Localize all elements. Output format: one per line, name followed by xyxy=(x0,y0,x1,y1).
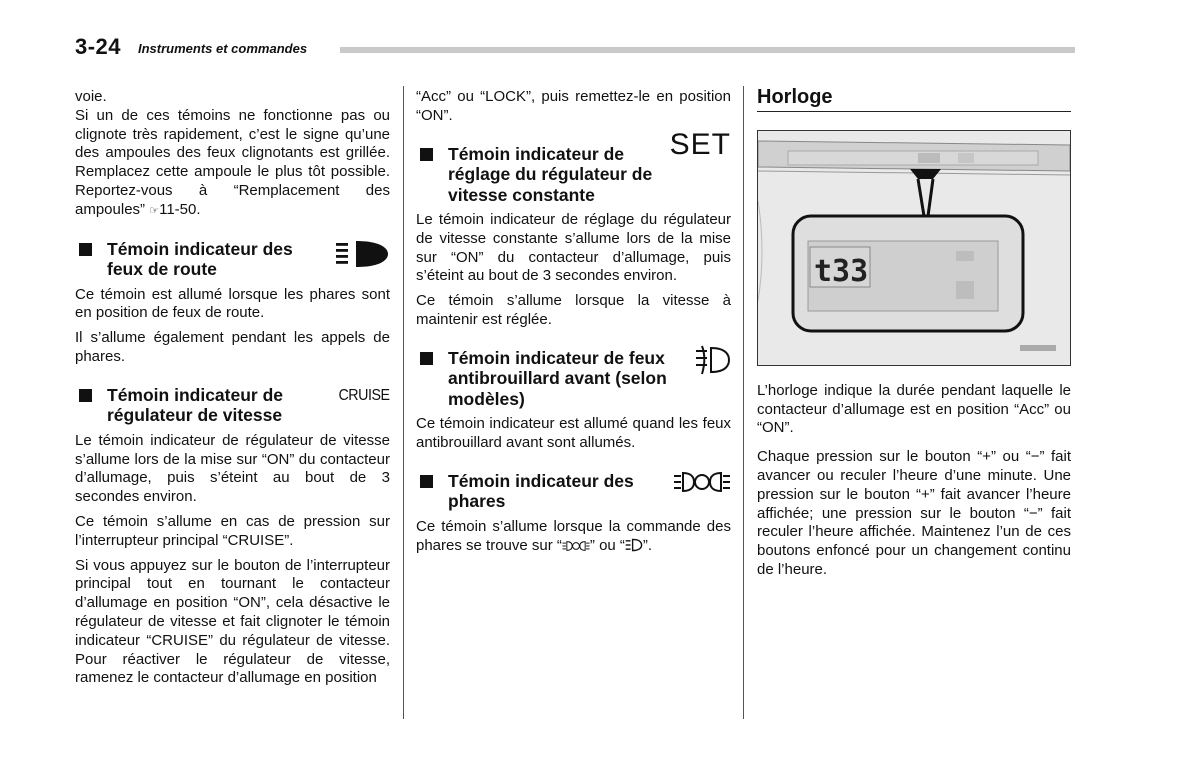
section-heading-cruise xyxy=(75,385,390,426)
front-fog-light-icon xyxy=(693,342,731,376)
paragraph: Si vous appuyez sur le bouton de l’interrupteur principal tout en tournant le contacteur d’allumage en position “ON”, cela désactive le régulateur de vitesse et fait clignoter le témoin indicateur “CRUISE” du régulateur de vitesse. Pour réactiver le régulateur de vitesse, ramenez le contacteur d’allumage en position xyxy=(75,556,390,687)
paragraph: Ce témoin est allumé lorsque les phares sont en position de feux de route. xyxy=(75,285,390,322)
column-2 xyxy=(416,88,731,556)
heading-bullet xyxy=(420,475,433,488)
paragraph: Ce témoin s’allume lorsque la vitesse à maintenir est réglée. xyxy=(416,292,731,329)
section-title: Instruments et commandes xyxy=(138,41,308,56)
section-heading-high-beam xyxy=(75,239,390,280)
section-heading-set xyxy=(416,127,731,206)
heading-bullet xyxy=(420,148,433,161)
headlight-small-icon xyxy=(562,540,590,552)
heading-text: Témoin indicateur de régulateur de vitesse xyxy=(107,384,283,426)
heading-bullet xyxy=(79,243,92,256)
column-1 xyxy=(75,88,390,688)
paragraph: Ce témoin s’allume en cas de pression sur l’interrupteur principal “CRUISE”. xyxy=(75,512,390,549)
heading-horloge: Horloge xyxy=(757,88,1071,112)
paragraph: Le témoin indicateur de réglage du régulateur de vitesse constante s’allume lors de la mise sur “ON” du contacteur d’allumage, puis s’éteint au bout de 3 secondes environ. xyxy=(416,211,731,285)
column-divider-2 xyxy=(743,86,744,719)
paragraph: L’horloge indique la durée pendant laquelle le contacteur d’allumage est en position “Acc” ou “ON”. xyxy=(757,381,1071,437)
heading-text: Témoin indicateur de feux antibrouillard avant (selon modèles) xyxy=(448,347,667,409)
clock-illustration xyxy=(757,130,1071,366)
page-number: 3-24 xyxy=(75,34,122,59)
paragraph: voie. xyxy=(75,88,107,105)
section-heading-fog xyxy=(416,348,731,410)
low-beam-small-icon xyxy=(625,538,643,552)
paragraph: Ce témoin s’allume lorsque la commande des phares se trouve sur “ ” ou “ ”. xyxy=(416,517,731,554)
heading-text: Témoin indicateur de réglage du régulateur de vitesse constante xyxy=(448,143,653,205)
header-rule xyxy=(340,47,1075,53)
column-divider-1 xyxy=(403,86,404,719)
cruise-icon: CRUISE xyxy=(338,386,390,404)
paragraph: Il s’allume également pendant les appels de phares. xyxy=(75,329,390,365)
paragraph: Ce témoin indicateur est allumé quand les feux antibrouillard avant sont allumés. xyxy=(416,415,731,452)
paragraph: Le témoin indicateur de régulateur de vitesse s’allume lors de la mise sur “ON” du contacteur d’allumage, puis s’éteint au bout de 3 secondes environ. xyxy=(75,431,390,506)
heading-text: Témoin indicateur des phares xyxy=(448,470,634,512)
headlight-icon xyxy=(673,470,731,494)
heading-text: Témoin indicateur des feux de route xyxy=(107,238,293,280)
paragraph: Chaque pression sur le bouton “+” ou “−” fait avancer ou reculer l’heure d’une minute. Une pression sur le bouton “+” fait avancer l’heure affichée; une pression sur le bouton “−” fait reculer l’heure affichée. Maintenez l’un de ces boutons enfoncé pour un changement continu de l’heure. xyxy=(757,448,1071,578)
section-heading-headlights xyxy=(416,471,731,512)
high-beam-icon xyxy=(332,237,390,271)
set-icon: SET xyxy=(669,127,731,161)
column-3 xyxy=(757,88,1071,580)
clock-photo xyxy=(758,131,1070,365)
clock-digits: t33 xyxy=(814,253,869,289)
paragraph: Si un de ces témoins ne fonctionne pas ou clignote très rapidement, c’est le signe qu’une des ampoules des feux clignotants est grillée. Remplacez cette ampoule le plus tôt possible. Reportez-vous à “Remplacement des ampoules” ☞11-50. xyxy=(75,106,390,218)
heading-bullet xyxy=(420,352,433,365)
reference-icon: ☞ xyxy=(149,204,160,217)
paragraph: “Acc” ou “LOCK”, puis remettez-le en position “ON”. xyxy=(416,88,731,124)
page-header xyxy=(75,34,1075,58)
heading-bullet xyxy=(79,389,92,402)
